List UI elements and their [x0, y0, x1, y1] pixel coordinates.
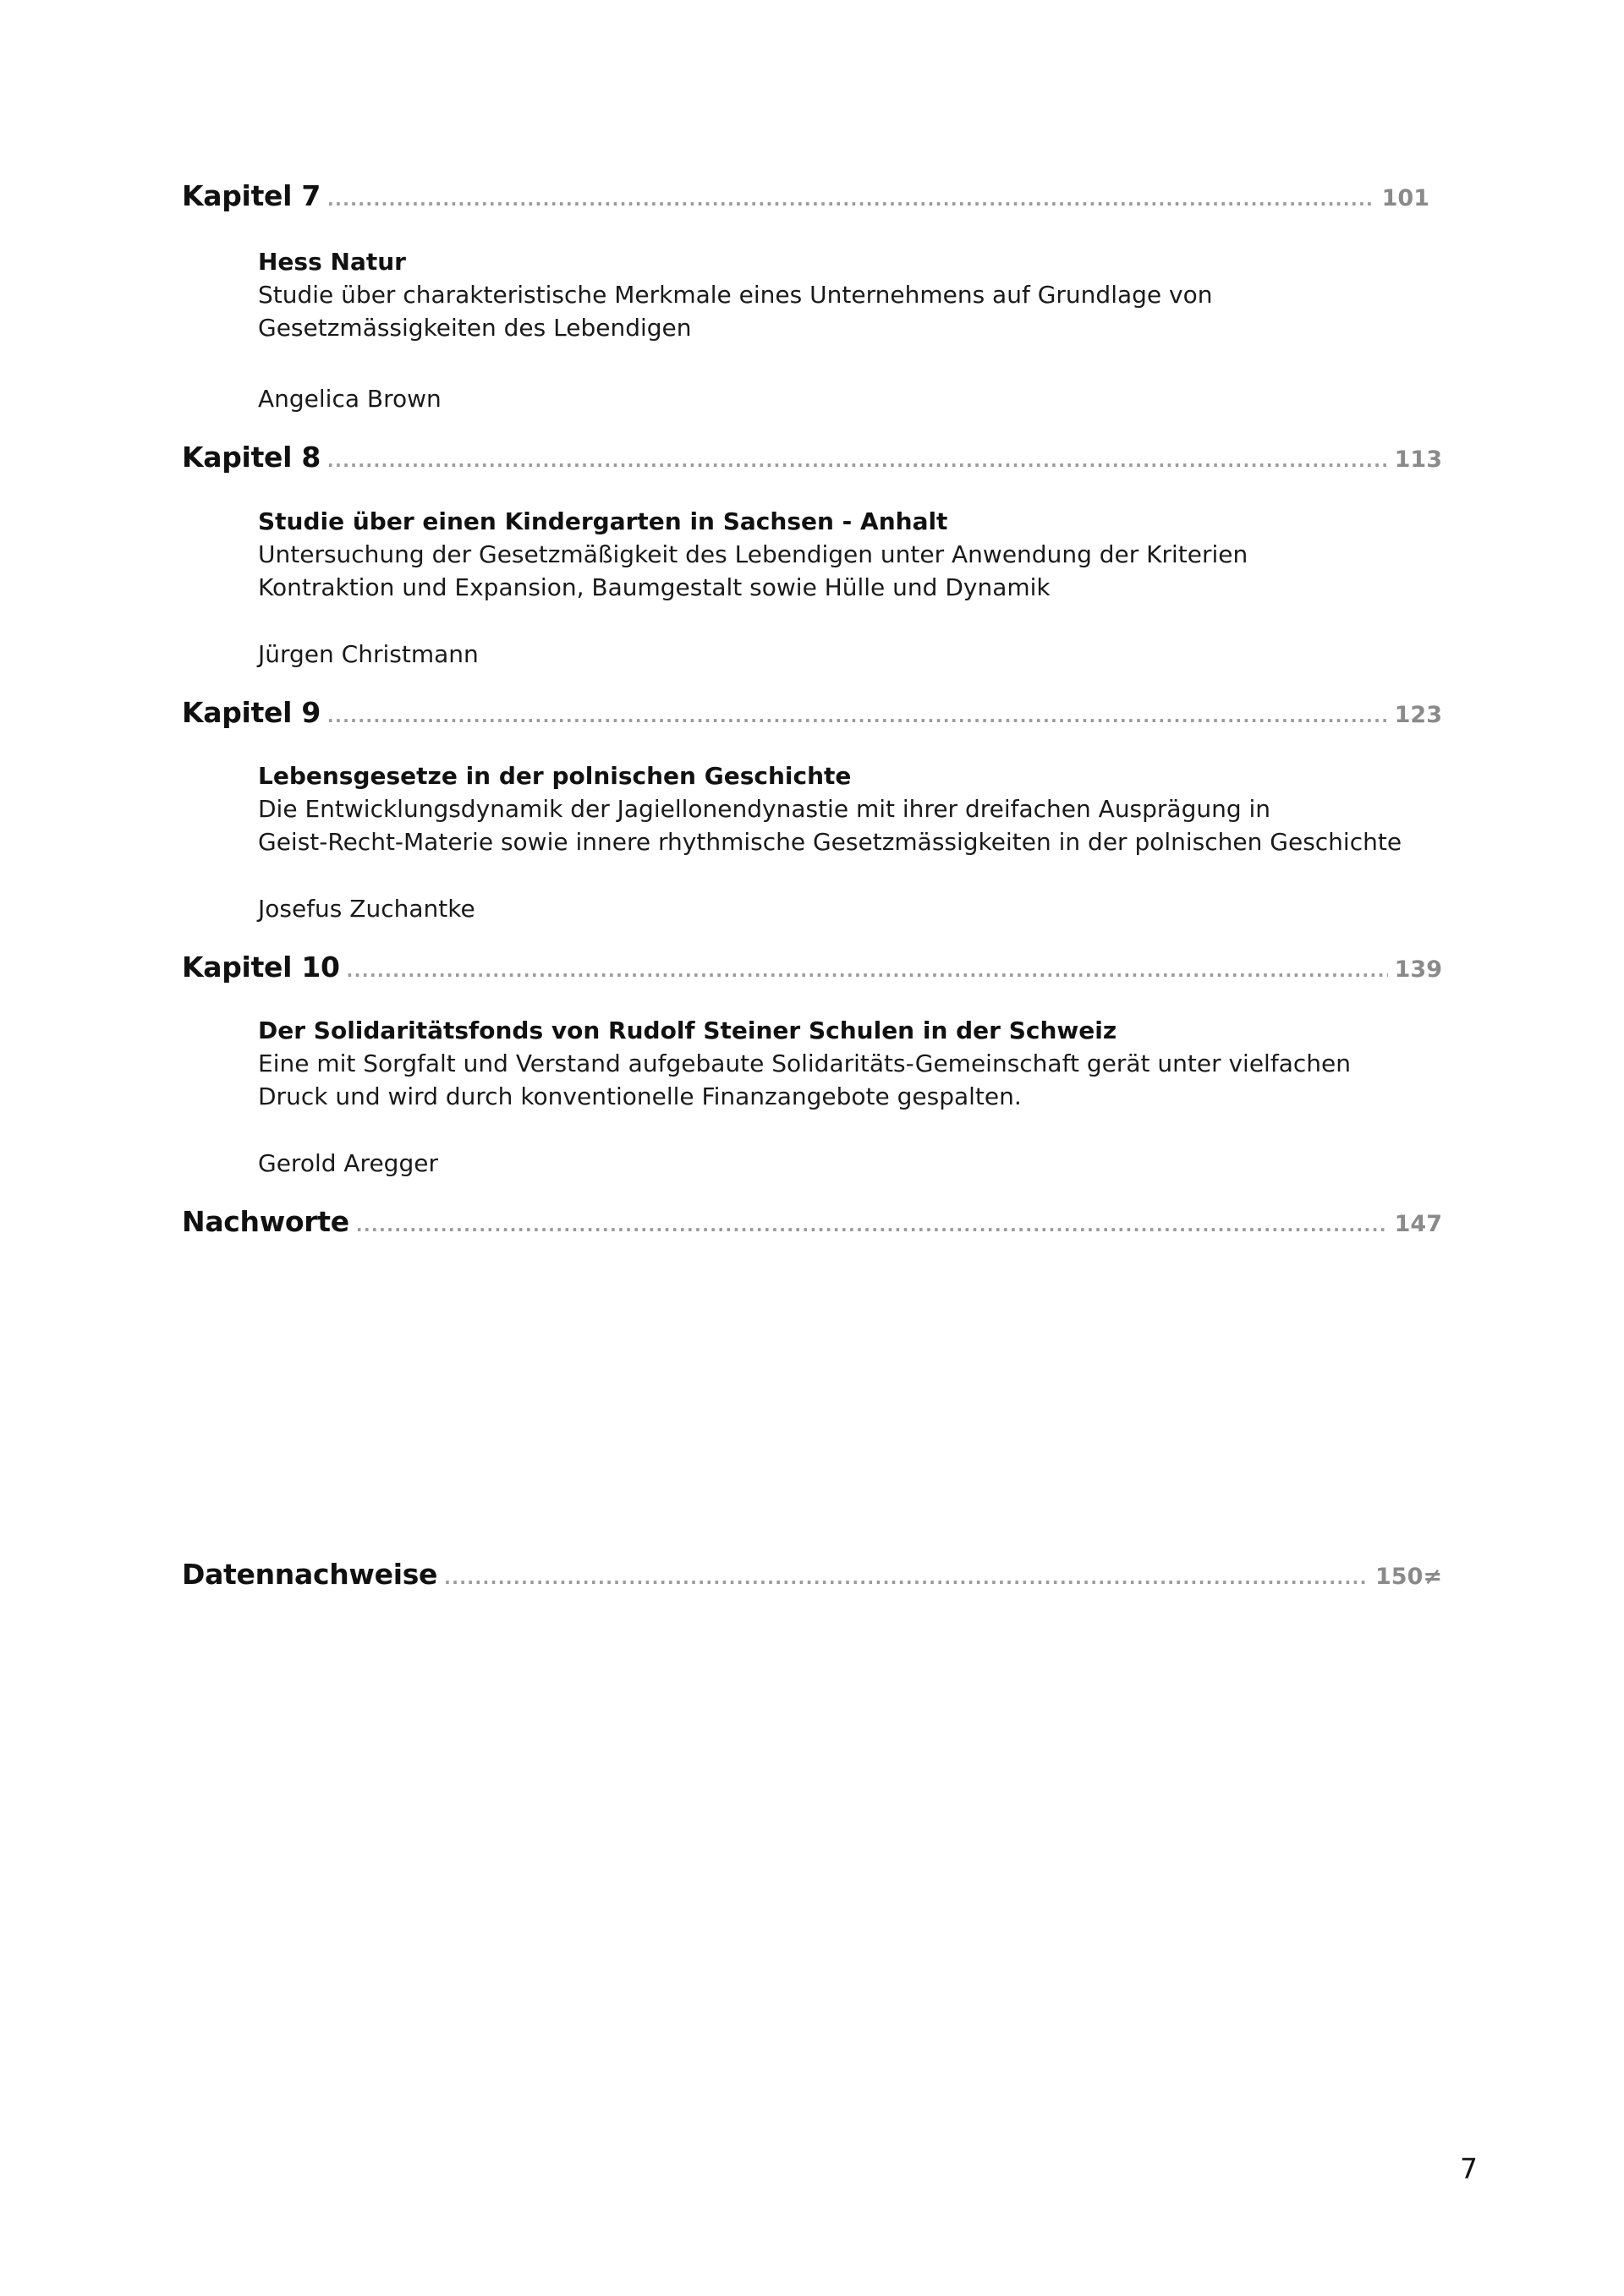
toc-entry-kapitel-9	[258, 759, 1484, 858]
toc-entry-kapitel-8	[258, 505, 1484, 604]
toc-label: Kapitel 10	[182, 951, 340, 984]
toc-label: Kapitel 7	[182, 179, 321, 212]
dot-leader	[327, 706, 1388, 726]
toc-page-number: 123	[1394, 702, 1442, 728]
toc-label: Kapitel 9	[182, 696, 321, 729]
toc-line-nachworte	[182, 1205, 1442, 1247]
dot-leader	[347, 961, 1388, 981]
toc-page-number: 150≠	[1375, 1564, 1442, 1590]
dot-leader	[327, 451, 1388, 471]
toc-line-kapitel-7	[182, 179, 1429, 222]
toc-line-kapitel-8	[182, 441, 1442, 483]
entry-description-line: Eine mit Sorgfalt und Verstand aufgebaute Solidaritäts-Gemeinschaft gerät unter vielfachen	[258, 1049, 1351, 1077]
entry-description-line: Gesetzmässigkeiten des Lebendigen	[258, 314, 692, 342]
toc-entry-kapitel-7	[258, 245, 1484, 344]
toc-page-number: 139	[1394, 956, 1442, 983]
dot-leader	[444, 1568, 1369, 1588]
toc-label: Kapitel 8	[182, 441, 321, 474]
entry-description-line: Geist-Recht-Materie sowie innere rhythmische Gesetzmässigkeiten in der polnischen Geschichte	[258, 828, 1402, 856]
entry-title: Lebensgesetze in der polnischen Geschichte	[258, 762, 852, 790]
entry-author: Gerold Aregger	[258, 1149, 438, 1177]
toc-line-kapitel-9	[182, 696, 1442, 738]
toc-label: Datennachweise	[182, 1558, 438, 1591]
toc-line-datennachweise	[182, 1558, 1442, 1600]
page-number: 7	[1460, 2152, 1478, 2185]
entry-title: Studie über einen Kindergarten in Sachsen - Anhalt	[258, 507, 948, 535]
entry-description-line: Die Entwicklungsdynamik der Jagiellonendynastie mit ihrer dreifachen Ausprägung in	[258, 795, 1271, 823]
dot-leader	[356, 1215, 1388, 1236]
toc-entry-kapitel-10	[258, 1014, 1484, 1113]
entry-description-line: Druck und wird durch konventionelle Finanzangebote gespalten.	[258, 1082, 1022, 1110]
toc-page-number: 147	[1394, 1211, 1442, 1237]
toc-line-kapitel-10	[182, 951, 1442, 993]
entry-description-line: Untersuchung der Gesetzmäßigkeit des Lebendigen unter Anwendung der Kriterien	[258, 540, 1248, 568]
toc-label: Nachworte	[182, 1205, 349, 1238]
entry-description-line: Studie über charakteristische Merkmale eines Unternehmens auf Grundlage von	[258, 281, 1213, 309]
entry-author: Angelica Brown	[258, 385, 442, 413]
dot-leader	[327, 189, 1375, 210]
entry-title: Hess Natur	[258, 248, 406, 276]
entry-description-line: Kontraktion und Expansion, Baumgestalt sowie Hülle und Dynamik	[258, 573, 1051, 601]
entry-author: Josefus Zuchantke	[258, 895, 475, 923]
toc-page-number: 113	[1394, 447, 1442, 473]
toc-page-number: 101	[1381, 185, 1429, 211]
entry-author: Jürgen Christmann	[258, 640, 479, 668]
entry-title: Der Solidaritätsfonds von Rudolf Steiner Schulen in der Schweiz	[258, 1016, 1117, 1044]
